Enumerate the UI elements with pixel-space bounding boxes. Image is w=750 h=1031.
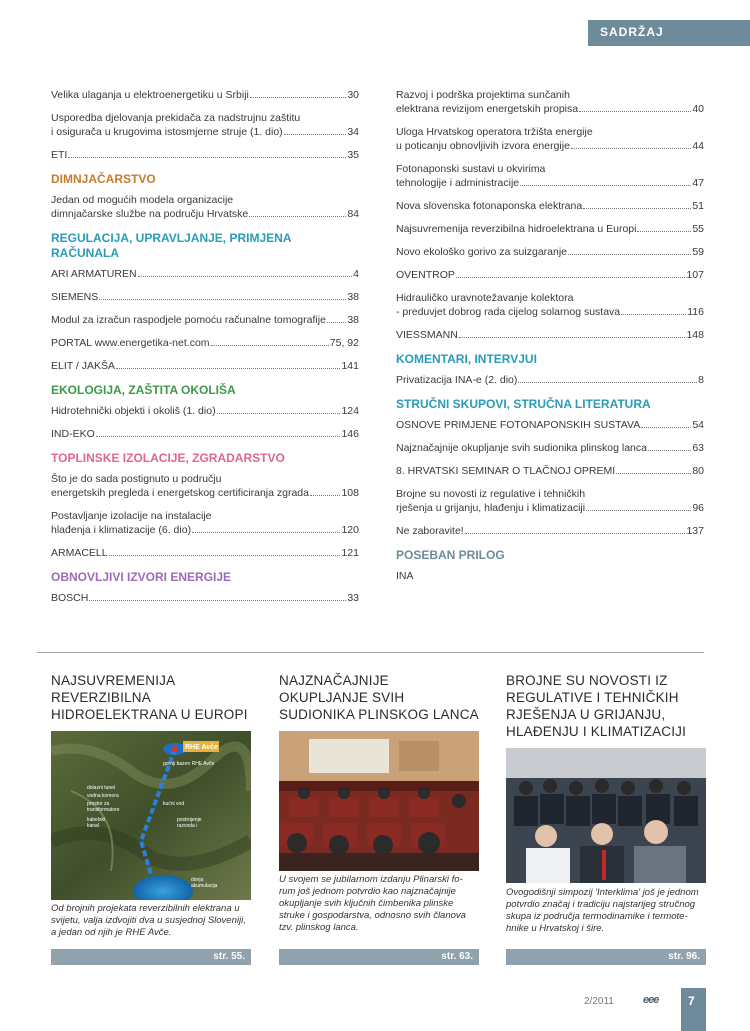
section-heading: POSEBAN PRILOG [396, 548, 505, 562]
toc-entry-title: Privatizacija INA-e (2. dio) [396, 374, 518, 386]
leader-dots [518, 382, 697, 383]
leader-dots [109, 555, 341, 556]
toc-entry-title: Što je do sada postignuto u području [51, 473, 222, 485]
toc-entry[interactable] [51, 267, 359, 281]
toc-page-number: 54 [692, 419, 704, 431]
section-heading: REGULACIJA, UPRAVLJANJE, PRIMJENA RAČUNALA [51, 231, 292, 260]
feature-caption: U svojem se jubilarnom izdanju Plinarski fo- rum još jednom potvrdio kao najznačajnije okupljanje svih ključnih čimbenika plinske struke i gospodarstva, odnosno svih članova tzv. plinskog lanca. [279, 874, 466, 933]
toc-entry-title: - preduvjet dobrog rada cijelog solarnog sustava [396, 306, 621, 318]
toc-page-number: 35 [347, 149, 359, 161]
toc-entry-title: Ne zaboravite! [396, 525, 464, 537]
toc-entry-title: u poticanju obnovljivih izvora energije [396, 140, 570, 152]
page-number-box [681, 988, 706, 1031]
leader-dots [138, 276, 353, 277]
toc-entry-title: Hidrotehnički objekti i okoliš (1. dio) [51, 405, 216, 417]
svg-text:vodna komora: vodna komora [87, 793, 119, 799]
toc-entry[interactable] [51, 472, 359, 500]
toc-page-number: 55 [692, 223, 704, 235]
toc-page-number: 96 [692, 502, 704, 514]
leader-dots [99, 299, 346, 300]
toc-entry[interactable] [51, 111, 359, 139]
toc-entry[interactable] [51, 148, 359, 162]
toc-entry-title: energetskih pregleda i energetskog certificiranja zgrada [51, 487, 309, 499]
svg-text:dolazni tunel: dolazni tunel [87, 785, 116, 791]
leader-dots [465, 533, 686, 534]
leader-dots [116, 368, 340, 369]
toc-page-number: 40 [692, 103, 704, 115]
toc-entry[interactable] [396, 199, 704, 213]
toc-entry-title: OVENTROP [396, 269, 455, 281]
leader-dots [89, 600, 346, 601]
leader-dots [583, 208, 691, 209]
feature-title: NAJZNAČAJNIJE OKUPLJANJE SVIH SUDIONIKA PLINSKOG LANCA [279, 673, 479, 722]
leader-dots [641, 427, 691, 428]
toc-entry-title: rješenja u grijanju, hlađenju i klimatizaciji [396, 502, 586, 514]
toc-entry[interactable] [51, 336, 359, 350]
toc-entry[interactable] [396, 268, 704, 282]
toc-entry[interactable] [396, 487, 704, 515]
toc-entry[interactable] [396, 373, 704, 387]
toc-entry[interactable] [51, 193, 359, 221]
svg-text:donja: donja [191, 877, 204, 883]
leader-dots [192, 532, 340, 533]
toc-entry-title: dimnjačarske službe na području Hrvatske [51, 208, 249, 220]
leader-dots [586, 510, 691, 511]
toc-entry[interactable] [51, 313, 359, 327]
toc-entry-title: BOSCH [51, 592, 89, 604]
toc-entry-title: ETI [51, 149, 68, 161]
svg-text:kućni vod: kućni vod [163, 801, 185, 807]
feature-symposium-photo [506, 748, 706, 883]
toc-page-number: 38 [347, 314, 359, 326]
toc-page-number: 75, 92 [329, 337, 359, 349]
toc-page-number: 120 [341, 524, 359, 536]
map-label-rhe: RHE Avče [185, 744, 218, 751]
toc-entry[interactable] [51, 427, 359, 441]
toc-entry-title: PORTAL www.energetika-net.com [51, 337, 210, 349]
section-heading: TOPLINSKE IZOLACIJE, ZGRADARSTVO [51, 451, 285, 465]
leader-dots [250, 97, 346, 98]
leader-dots [456, 277, 686, 278]
toc-entry[interactable] [396, 524, 704, 538]
leader-dots [648, 450, 691, 451]
toc-page-number: 121 [341, 547, 359, 559]
leader-dots [284, 134, 347, 135]
svg-text:gornji bazen RHE Avče: gornji bazen RHE Avče [163, 761, 215, 767]
toc-entry-title: Hidrauličko uravnotežavanje kolektora [396, 292, 574, 304]
toc-entry-title: Brojne su novosti iz regulative i tehničkih [396, 488, 586, 500]
toc-entry-title: 8. HRVATSKI SEMINAR O TLAČNOJ OPREMI [396, 465, 616, 477]
toc-page-number: 30 [347, 89, 359, 101]
toc-page-number: 108 [341, 487, 359, 499]
section-heading: DIMNJAČARSTVO [51, 172, 156, 186]
leader-dots [637, 231, 691, 232]
toc-entry-title: Najsuvremenija reverzibilna hidroelektrana u Europi [396, 223, 637, 235]
section-heading: OBNOVLJIVI IZVORI ENERGIJE [51, 570, 232, 584]
toc-page-number: 59 [692, 246, 704, 258]
leader-dots [616, 473, 691, 474]
toc-page-number: 107 [686, 269, 704, 281]
issue-number: 2/2011 [584, 996, 614, 1007]
feature-gas-chain[interactable] [279, 672, 479, 962]
leader-dots [327, 322, 346, 323]
feature-map-image [51, 731, 251, 900]
section-divider [37, 652, 704, 653]
toc-page-number: 34 [347, 126, 359, 138]
feature-title: NAJSUVREMENIJA REVERZIBILNA HIDROELEKTRANA U EUROPI [51, 673, 248, 722]
leader-dots [96, 436, 341, 437]
toc-entry-title: ARMACELL [51, 547, 108, 559]
toc-entry-title: OSNOVE PRIMJENE FOTONAPONSKIH SUSTAVA [396, 419, 641, 431]
toc-entry-title: Nova slovenska fotonaponska elektrana [396, 200, 583, 212]
feature-page-badge[interactable]: str. 63. [279, 949, 479, 965]
leader-dots [310, 495, 340, 496]
toc-entry-title: Postavljanje izolacije na instalacije [51, 510, 212, 522]
page-number: 7 [688, 994, 695, 1008]
toc-entry[interactable] [51, 591, 359, 605]
section-heading: KOMENTARI, INTERVJUI [396, 352, 537, 366]
toc-entry-title: IND-EKO [51, 428, 95, 440]
feature-page-badge[interactable]: str. 96. [506, 949, 706, 965]
leader-dots [211, 345, 329, 346]
toc-page-number: 148 [686, 329, 704, 341]
leader-dots [571, 148, 691, 149]
toc-entry[interactable] [396, 464, 704, 478]
toc-entry[interactable] [51, 290, 359, 304]
toc-entry-title: Novo ekološko gorivo za suizgaranje [396, 246, 568, 258]
toc-entry-title: Velika ulaganja u elektroenergetiku u Srbiji [51, 89, 249, 101]
feature-page-badge[interactable]: str. 55. [51, 949, 251, 965]
section-header-title: SADRŽAJ [600, 25, 664, 39]
svg-text:akumulacija: akumulacija [191, 883, 218, 889]
section-heading: STRUČNI SKUPOVI, STRUČNA LITERATURA [396, 397, 651, 411]
toc-left-column [51, 88, 359, 614]
toc-entry[interactable] [396, 418, 704, 432]
leader-dots [459, 337, 686, 338]
toc-page-number: 51 [692, 200, 704, 212]
toc-entry[interactable] [396, 162, 704, 190]
toc-page-number: 38 [347, 291, 359, 303]
toc-entry[interactable] [396, 222, 704, 236]
toc-entry-title: ARI ARMATUREN [51, 268, 137, 280]
feature-title: BROJNE SU NOVOSTI IZ REGULATIVE I TEHNIČKIH RJEŠENJA U GRIJANJU, HLAĐENJU I KLIMATIZACIJI [506, 673, 687, 739]
toc-page-number: 124 [341, 405, 359, 417]
toc-entry-title: i osigurača u krugovima istosmjerne struje (1. dio) [51, 126, 283, 138]
toc-entry[interactable] [396, 291, 704, 319]
toc-entry[interactable] [51, 404, 359, 418]
toc-entry[interactable] [396, 88, 704, 116]
feature-caption: Od brojnih projekata reverzibilnih elektrana u svijetu, valja izdvojiti dva u susjednoj Sloveniji, a jedan od njih je RHE Avče. [51, 903, 246, 938]
feature-conference-photo [279, 731, 479, 871]
feature-interklima[interactable] [506, 672, 706, 962]
feature-caption: Ovogodišnji simpozij 'Interklima' još je jednom potvrdio značaj i tradiciju najstarijeg stručnog skupa iz područja termodinamike i termote- hnike u Hrvatskoj i šire. [506, 887, 699, 934]
toc-entry[interactable] [396, 441, 704, 455]
toc-entry[interactable] [51, 509, 359, 537]
toc-page-number: 47 [692, 177, 704, 189]
toc-entry[interactable] [396, 245, 704, 259]
toc-entry-title: tehnologije i administracije [396, 177, 520, 189]
toc-page-number: 84 [347, 208, 359, 220]
leader-dots [520, 185, 691, 186]
magazine-logo: eee [643, 994, 659, 1006]
toc-entry[interactable] [396, 328, 704, 342]
toc-page-number: 44 [692, 140, 704, 152]
toc-page-number: 116 [687, 306, 704, 318]
svg-text:prostor za: prostor za [87, 801, 110, 807]
svg-text:kabelski: kabelski [87, 817, 106, 823]
toc-page-number: 4 [353, 268, 359, 280]
toc-page-number: 63 [692, 442, 704, 454]
toc-entry[interactable] [396, 125, 704, 153]
toc-entry-title: elektrana revizijom energetskih propisa [396, 103, 579, 115]
toc-entry-title: hlađenja i klimatizacije (6. dio) [51, 524, 192, 536]
toc-entry[interactable] [51, 546, 359, 560]
toc-page-number: 137 [686, 525, 704, 537]
toc-entry-title: Najznačajnije okupljanje svih sudionika plinskog lanca [396, 442, 647, 454]
leader-dots [579, 111, 691, 112]
toc-entry-title: Usporedba djelovanja prekidača za nadstrujnu zaštitu [51, 112, 301, 124]
leader-dots [217, 413, 341, 414]
leader-dots [249, 216, 346, 217]
toc-entry-title: Jedan od mogućih modela organizacije [51, 194, 234, 206]
toc-page-number: 146 [341, 428, 359, 440]
toc-page-number: 80 [692, 465, 704, 477]
toc-entry-title: Uloga Hrvatskog operatora tržišta energije [396, 126, 593, 138]
toc-page-number: 8 [698, 374, 704, 386]
svg-text:postrojenje: postrojenje [177, 817, 202, 823]
svg-text:razvoda i: razvoda i [177, 823, 198, 829]
leader-dots [621, 314, 686, 315]
toc-entry-title: VIESSMANN [396, 329, 458, 341]
toc-right-column [396, 88, 704, 592]
toc-entry-title: SIEMENS [51, 291, 99, 303]
leader-dots [568, 254, 691, 255]
svg-text:transformatore: transformatore [87, 807, 120, 813]
section-heading: EKOLOGIJA, ZAŠTITA OKOLIŠA [51, 383, 236, 397]
toc-entry-title: ELIT / JAKŠA [51, 360, 115, 372]
toc-page-number: 141 [341, 360, 359, 372]
toc-entry[interactable]: INA [396, 570, 414, 582]
toc-entry-title: Modul za izračun raspodjele pomoću računalne tomografije [51, 314, 326, 326]
section-header-tab [588, 20, 750, 46]
toc-entry-title: Razvoj i podrška projektima sunčanih [396, 89, 570, 101]
toc-entry-title: Fotonaponski sustavi u okvirima [396, 163, 546, 175]
svg-text:kanal: kanal [87, 823, 99, 829]
leader-dots [68, 157, 346, 158]
feature-hydro[interactable] [51, 672, 251, 962]
toc-entry[interactable] [51, 359, 359, 373]
toc-page-number: 33 [347, 592, 359, 604]
toc-entry[interactable] [51, 88, 359, 102]
